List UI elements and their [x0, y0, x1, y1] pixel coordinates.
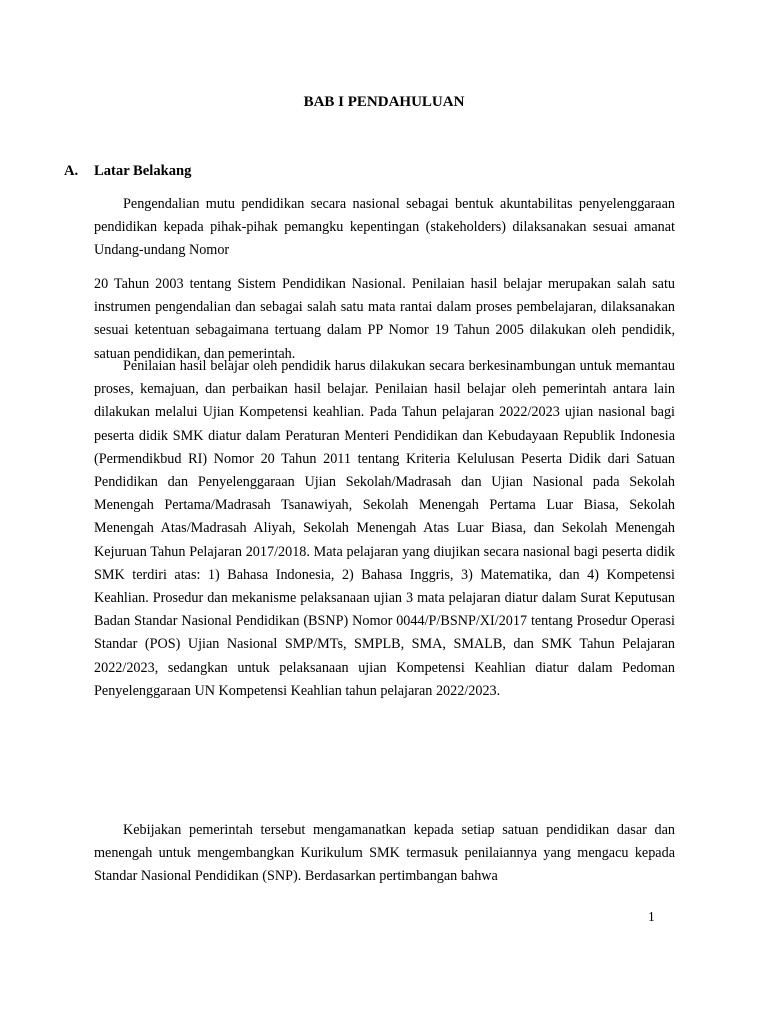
paragraph-4	[94, 819, 675, 889]
paragraph-text: Kebijakan pemerintah tersebut mengamanatkan kepada setiap satuan pendidikan dasar dan menengah untuk mengembangkan Kurikulum SMK termasuk penilaiannya yang mengacu kepada Standar Nasional Pendidikan (SNP). Berdasarkan pertimbangan bahwa	[94, 822, 675, 885]
section-number: A.	[64, 163, 79, 179]
paragraph-text: Penilaian hasil belajar oleh pendidik harus dilakukan secara berkesinambungan untuk memantau proses, kemajuan, dan perbaikan hasil belajar. Penilaian hasil belajar oleh pemerintah antara lain dilakukan melalui Ujian Kompetensi keahlian. Pada Tahun pelajaran 2022/2023 ujian nasional bagi peserta didik SMK diatur dalam Peraturan Menteri Pendidikan dan Kebudayaan Republik Indonesia (Permendikbud RI) Nomor 20 Tahun 2011 tentang Kriteria Kelulusan Peserta Didik dari Satuan Pendidikan dan Penyelenggaraan Ujian Sekolah/Madrasah dan Ujian Nasional pada Sekolah Menengah Pertama/Madrasah Tsanawiyah, Sekolah Menengah Pertama Luar Biasa, Sekolah Menengah Atas/Madrasah Aliyah, Sekolah Menengah Atas Luar Biasa, dan Sekolah Menengah Kejuruan Tahun Pelajaran 2017/2018. Mata pelajaran yang diujikan secara nasional bagi peserta didik SMK terdiri atas: 1) Bahasa Indonesia, 2) Bahasa Inggris, 3) Matematika, dan 4) Kompetensi Keahlian. Prosedur dan mekanisme pelaksanaan ujian 3 mata pelajaran diatur dalam Surat Keputusan Badan Standar Nasional Pendidikan (BSNP) Nomor 0044/P/BSNP/XI/2017 tentang Prosedur Operasi Standar (POS) Ujian Nasional SMP/MTs, SMPLB, SMA, SMALB, dan SMK Tahun Pelajaran 2022/2023, sedangkan untuk pelaksanaan ujian Kompetensi Keahlian diatur dalam Pedoman Penyelenggaraan UN Kompetensi Keahlian tahun pelajaran 2022/2023.	[94, 358, 675, 699]
paragraph-text: 20 Tahun 2003 tentang Sistem Pendidikan Nasional. Penilaian hasil belajar merupakan salah satu instrumen pengendalian dan sebagai salah satu mata rantai dalam proses pembelajaran, dilaksanakan sesuai ketentuan sebagaimana tertuang dalam PP Nomor 19 Tahun 2005 dilakukan oleh pendidik, satuan pendidikan, dan pemerintah.	[94, 276, 675, 362]
paragraph-2	[94, 273, 675, 366]
section-title: Latar Belakang	[94, 163, 192, 179]
paragraph-1	[94, 193, 675, 263]
chapter-title: BAB I PENDAHULUAN	[303, 94, 465, 110]
paragraph-3	[94, 355, 675, 703]
page-number: 1	[648, 909, 655, 924]
section-heading	[64, 163, 191, 180]
paragraph-text: Pengendalian mutu pendidikan secara nasional sebagai bentuk akuntabilitas penyelenggaraan pendidikan kepada pihak-pihak pemangku kepentingan (stakeholders) dilaksanakan sesuai amanat Undang-undang Nomor	[94, 196, 675, 259]
